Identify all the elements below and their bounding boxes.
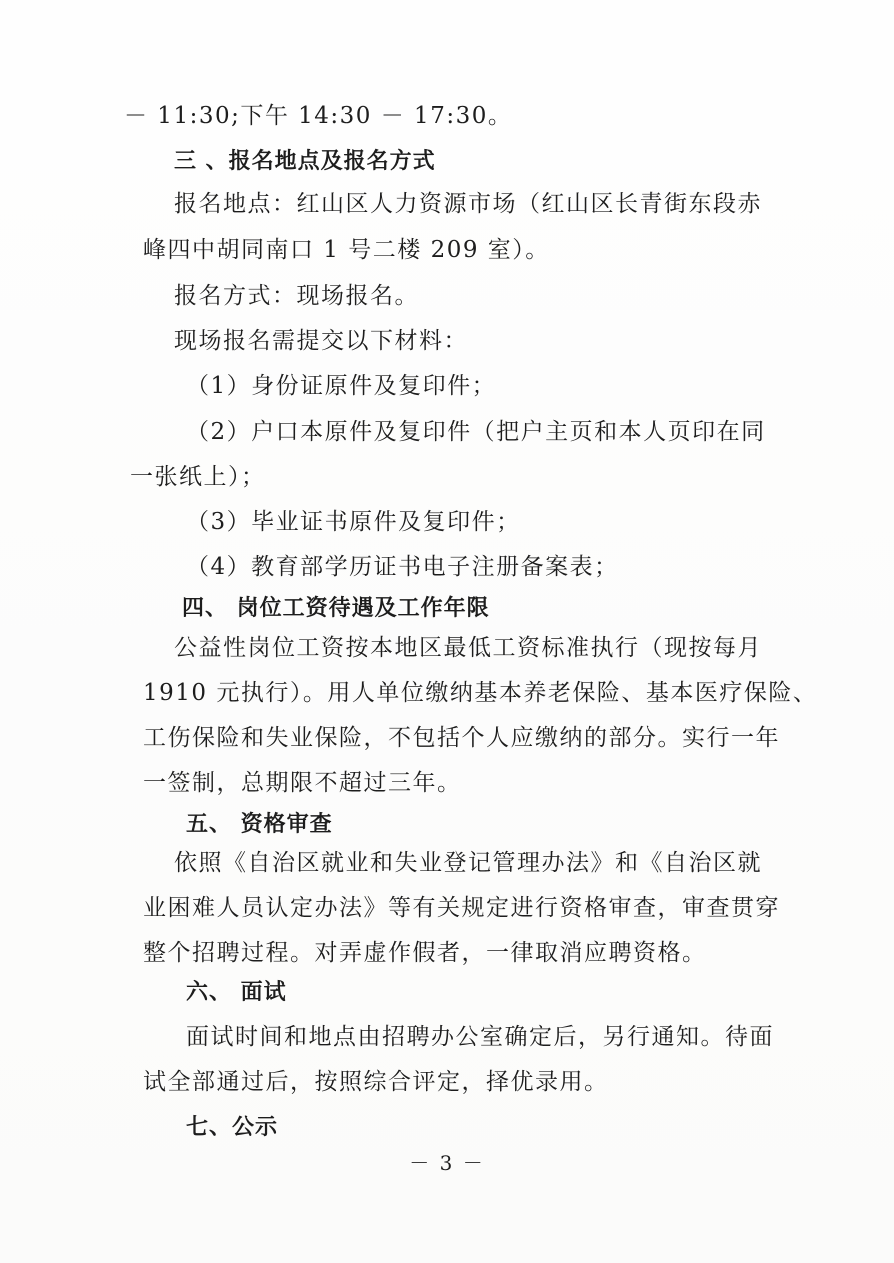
text-line-salary-3: 工伤保险和失业保险，不包括个人应缴纳的部分。实行一年 (143, 725, 780, 751)
list-item-4: （4）教育部学历证书电子注册备案表； (186, 554, 619, 580)
text-line-review-2: 业困难人员认定办法》等有关规定进行资格审查，审查贯穿 (143, 895, 780, 921)
text-line-location: 报名地点：红山区人力资源市场（红山区长青街东段赤 (174, 191, 762, 217)
text-line-salary-1: 公益性岗位工资按本地区最低工资标准执行（现按每月 (174, 635, 762, 661)
list-item-2: （2）户口本原件及复印件（把户主页和本人页印在同 (186, 419, 766, 445)
text-line-method: 报名方式：现场报名。 (174, 283, 419, 309)
heading-section-4: 四、 岗位工资待遇及工作年限 (182, 596, 490, 621)
heading-section-5: 五、 资格审查 (186, 812, 333, 837)
heading-section-6: 六、 面试 (186, 980, 287, 1005)
text-line-review-3: 整个招聘过程。对弄虚作假者，一律取消应聘资格。 (143, 940, 707, 966)
list-item-2-cont: 一张纸上）； (130, 464, 266, 490)
text-line-interview-2: 试全部通过后，按照综合评定，择优录用。 (143, 1069, 609, 1095)
text-line-materials: 现场报名需提交以下材料： (174, 328, 468, 354)
text-line-interview-1: 面试时间和地点由招聘办公室确定后，另行通知。待面 (186, 1024, 774, 1050)
page-number: － 3 － (409, 1151, 485, 1175)
text-line-location-cont: 峰四中胡同南口 1 号二楼 209 室）。 (143, 237, 550, 263)
text-line-salary-2: 1910 元执行）。用人单位缴纳基本养老保险、基本医疗保险、 (143, 680, 818, 706)
list-item-1: （1）身份证原件及复印件； (186, 373, 497, 399)
text-line-time: － 11:30;下午 14:30 － 17:30。 (124, 103, 513, 129)
heading-section-7: 七、公示 (186, 1115, 279, 1140)
heading-section-3: 三 、报名地点及报名方式 (174, 149, 436, 174)
list-item-3: （3）毕业证书原件及复印件； (186, 509, 521, 535)
text-line-salary-4: 一签制，总期限不超过三年。 (143, 770, 462, 796)
text-line-review-1: 依照《自治区就业和失业登记管理办法》和《自治区就 (174, 850, 762, 876)
